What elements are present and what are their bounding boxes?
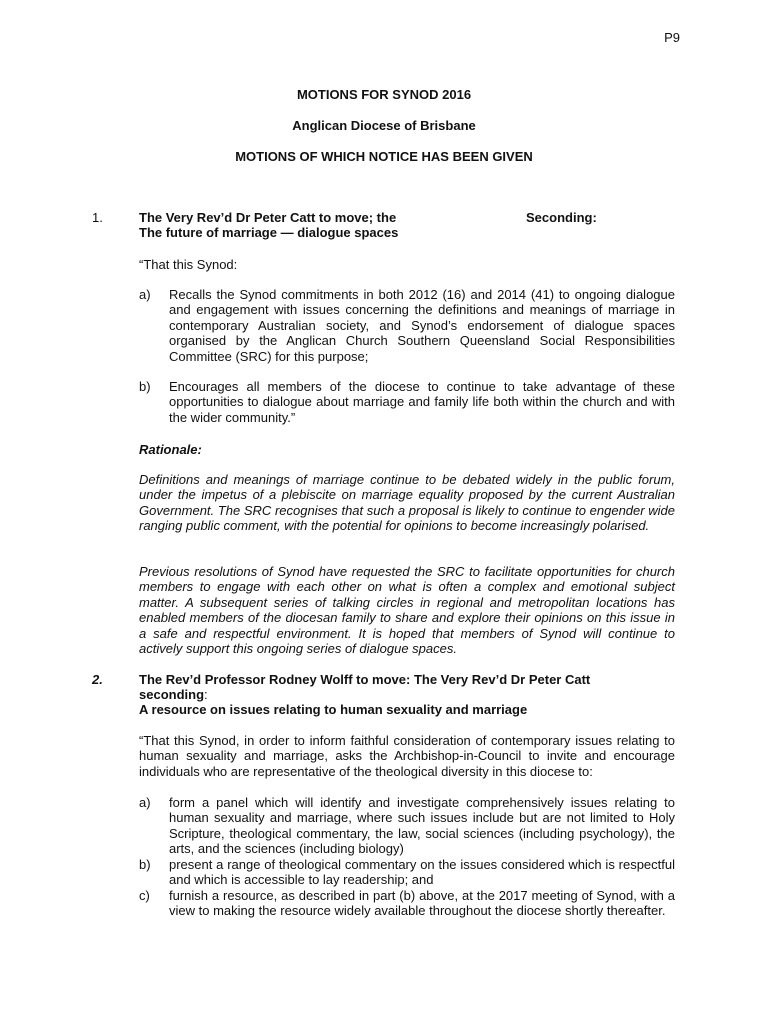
page-number: P9 xyxy=(664,30,680,45)
motion-2-item-c-label: c) xyxy=(139,888,150,903)
motion-2-item-c-text: furnish a resource, as described in part (b) above, at the 2017 meeting of Synod, with a view to making the resource widely available throughout the diocese shortly thereafter. xyxy=(169,888,675,919)
motion-2-item-b-label: b) xyxy=(139,857,151,872)
rationale-heading: Rationale: xyxy=(139,442,202,457)
motion-1-intro: “That this Synod: xyxy=(139,257,238,272)
motion-2-seconding xyxy=(139,687,208,702)
motion-1-item-b-label: b) xyxy=(139,379,151,394)
motion-2-title: A resource on issues relating to human sexuality and marriage xyxy=(139,702,528,717)
rationale-paragraph-2: Previous resolutions of Synod have requested the SRC to facilitate opportunities for church members to engage with each other on what is often a complex and emotional subject matter. A subsequent series of talking circles in regional and metropolitan locations has enabled members of the diocesan family to share and explore their opinions on this issue in a safe and respectful environment. It is hoped that members of Synod will continue to actively support this ongoing series of dialogue spaces. xyxy=(139,564,675,657)
motion-1-item-b-text: Encourages all members of the diocese to continue to take advantage of these opportunities to dialogue about marriage and family life both within the church and with the wider community.” xyxy=(169,379,675,425)
motion-1-number: 1. xyxy=(92,210,103,225)
motion-1-item-a-text: Recalls the Synod commitments in both 2012 (16) and 2014 (41) to ongoing dialogue and engagement with issues concerning the definitions and meanings of marriage in contemporary Australian society, and Synod’s endorsement of dialogue spaces organised by the Anglican Church Southern Queensland Social Responsibilities Committee (SRC) for this purpose; xyxy=(169,287,675,364)
motion-2-item-b-text: present a range of theological commentary on the issues considered which is respectful and which is accessible to lay readership; and xyxy=(169,857,675,888)
motion-1-mover: The Very Rev’d Dr Peter Catt to move; the xyxy=(139,210,397,225)
motion-1-seconding: Seconding: xyxy=(526,210,597,225)
motion-2-intro: “That this Synod, in order to inform faithful consideration of contemporary issues relating to human sexuality and marriage, asks the Archbishop-in-Council to invite and encourage individuals who are representative of the theological diversity in this diocese to: xyxy=(139,733,675,779)
motion-2-seconding-word: seconding xyxy=(139,687,205,702)
rationale-paragraph-1: Definitions and meanings of marriage continue to be debated widely in the public forum, under the impetus of a plebiscite on marriage equality proposed by the current Australian Government. The SRC recognises that such a proposal is likely to continue to engender wide ranging public comment, with the potential for opinions to become increasingly polarised. xyxy=(139,472,675,534)
motion-2-item-a-label: a) xyxy=(139,795,151,810)
motion-2-number: 2. xyxy=(92,672,103,687)
section-heading: MOTIONS OF WHICH NOTICE HAS BEEN GIVEN xyxy=(235,149,533,164)
motion-2-item-a-text: form a panel which will identify and investigate comprehensively issues relating to human sexuality and marriage, where such issues include but are not limited to Holy Scripture, theological commentary, the law, social sciences (including psychology), the arts, and the sciences (including biology) xyxy=(169,795,675,857)
motion-2-seconding-colon: : xyxy=(204,687,208,702)
motion-1-title: The future of marriage — dialogue spaces xyxy=(139,225,399,240)
document-title: MOTIONS FOR SYNOD 2016 xyxy=(296,87,472,102)
motion-2-mover: The Rev’d Professor Rodney Wolff to move: The Very Rev’d Dr Peter Catt xyxy=(139,672,591,687)
diocese-heading: Anglican Diocese of Brisbane xyxy=(292,118,476,133)
motion-1-item-a-label: a) xyxy=(139,287,151,302)
